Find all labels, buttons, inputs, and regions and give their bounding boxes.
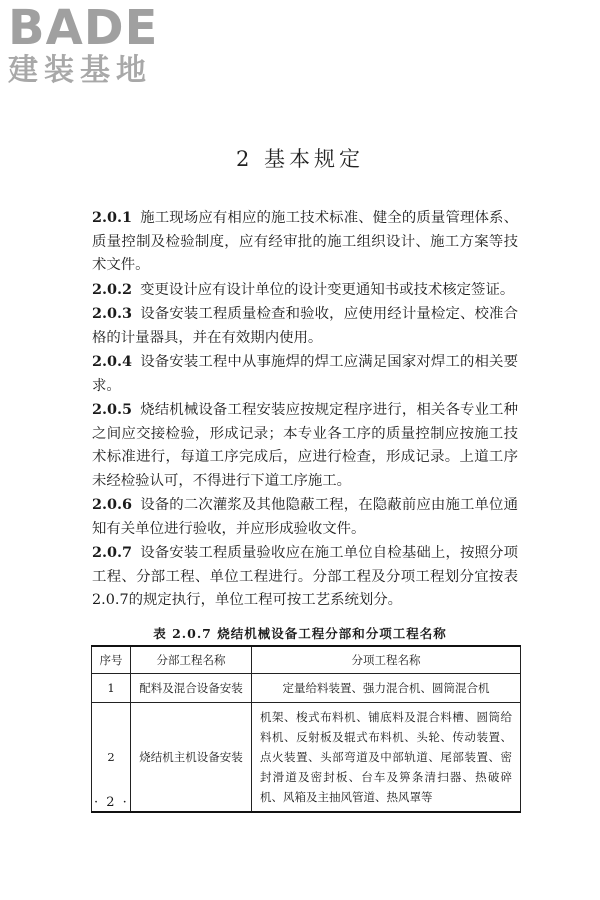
clause-text: 施工现场应有相应的施工技术标准、健全的质量管理体系、质量控制及检验制度，应有经审批的施工组织设计、施工方案等技术文件。 [92,210,518,273]
clause-2-0-5 [92,398,518,493]
table-caption: 表 2.0.7 烧结机械设备工程分部和分项工程名称 [153,626,447,641]
row-serial-number: 2 [92,703,131,813]
clause-text: 设备的二次灌浆及其他隐蔽工程，在隐蔽前应由施工单位通知有关单位进行验收，并应形成验收文件。 [92,497,518,537]
clause-number: 2.0.5 [92,401,133,418]
clause-text: 设备安装工程质量验收应在施工单位自检基础上，按照分项工程、分部工程、单位工程进行。分部工程及分项工程划分宜按表2.0.7的规定执行，单位工程可按工艺系统划分。 [92,545,518,608]
clause-text: 变更设计应有设计单位的设计变更通知书或技术核定签证。 [140,281,515,298]
header-division-name: 分部工程名称 [131,646,252,674]
clause-number: 2.0.2 [92,280,133,298]
table-row [92,703,521,813]
clause-number: 2.0.7 [92,544,133,561]
clause-2-0-7 [92,541,518,613]
clause-number: 2.0.3 [92,305,133,322]
division-table [91,645,521,813]
clause-text: 烧结机械设备工程安装应按规定程序进行，相关各专业工种之间应交接检验，形成记录；本专业各工序的质量控制应按施工技术标准进行，每道工序完成后，应进行检查，形成记录。上道工序未经检验认可，不得进行下道工序施工。 [92,402,518,489]
clause-text: 设备安装工程质量检查和验收，应使用经计量检定、校准合格的计量器具，并在有效期内使用。 [92,306,518,346]
header-subitem-name: 分项工程名称 [252,646,521,674]
row-division-name: 配料及混合设备安装 [131,674,252,703]
clause-number: 2.0.4 [92,353,133,370]
row-division-name: 烧结机主机设备安装 [131,703,252,813]
row-subitem-names: 定量给料装置、强力混合机、圆筒混合机 [252,674,521,703]
table-header-row [92,646,521,674]
logo-chinese-text: 建装基地 [8,53,152,88]
logo [8,2,178,88]
clause-2-0-4 [92,350,518,398]
row-subitem-names: 机架、梭式布料机、铺底料及混合料槽、圆筒给料机、反射板及辊式布料机、头轮、传动装置、点火装置、头部弯道及中部轨道、尾部装置、密封滑道及密封板、台车及箅条清扫器、热破碎机、风箱及主抽风管道、热风罩等 [252,703,521,813]
clause-2-0-2 [92,278,518,303]
logo-latin-text: BADE [8,0,159,56]
clause-list [92,206,518,613]
table-row [92,674,521,703]
header-serial-number: 序号 [92,646,131,674]
clause-text: 设备安装工程中从事施焊的焊工应满足国家对焊工的相关要求。 [92,354,518,394]
page-number: · 2 · [94,795,129,810]
row-serial-number: 1 [92,674,131,703]
chapter-title: 2 基本规定 [235,147,365,171]
clause-number: 2.0.6 [92,496,133,513]
clause-number: 2.0.1 [92,209,133,226]
clause-2-0-1 [92,206,518,278]
clause-2-0-6 [92,493,518,541]
clause-2-0-3 [92,302,518,350]
